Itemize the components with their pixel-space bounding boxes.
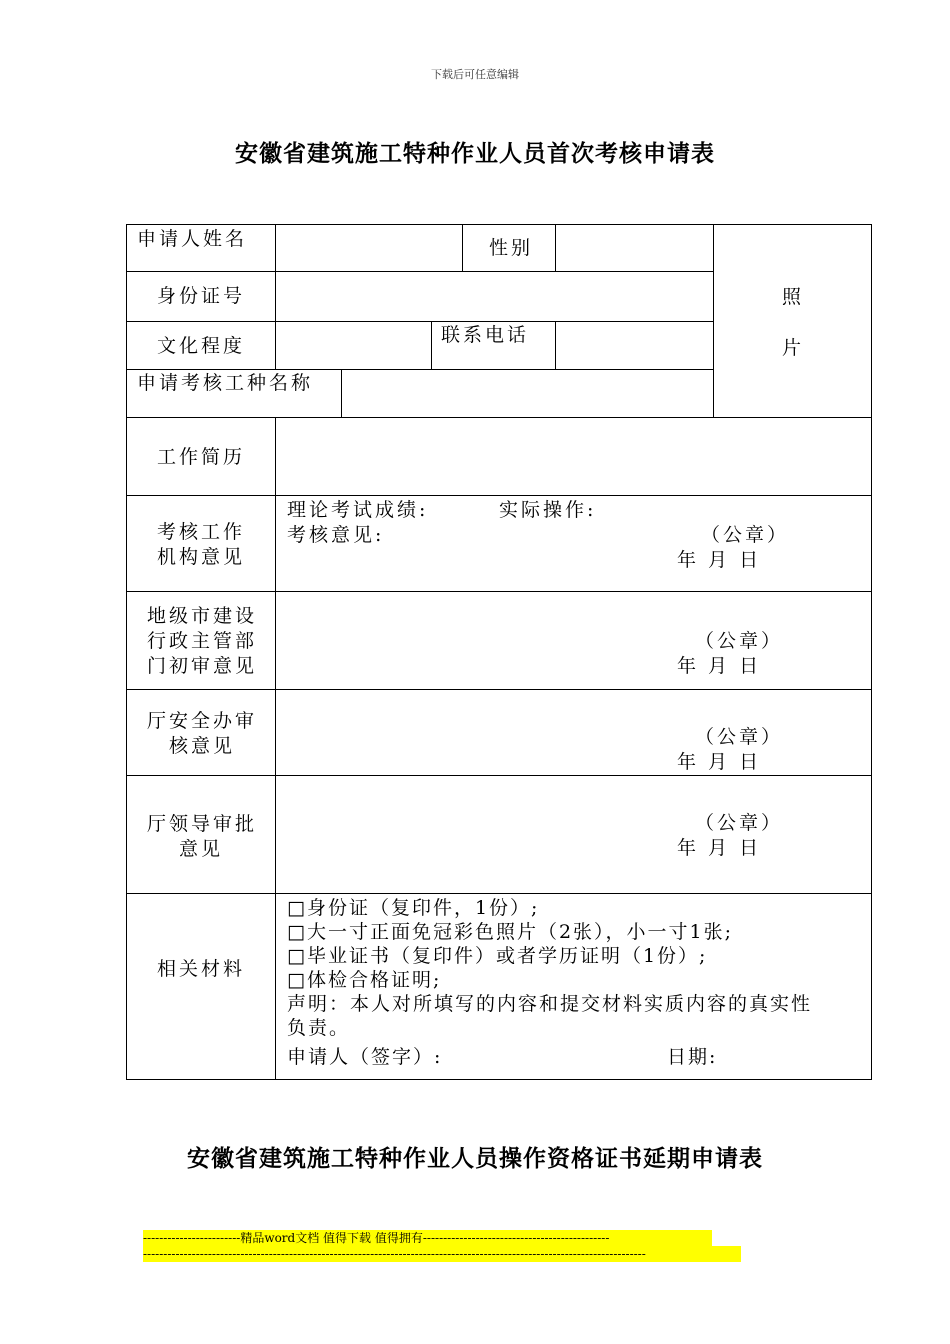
- leadership-label-2: 意见: [179, 838, 224, 860]
- date-label: 年 月 日: [677, 549, 762, 571]
- assessment-label-2: 机构意见: [157, 546, 246, 568]
- date-field-label: 日期:: [667, 1046, 718, 1068]
- theory-score-label: 理论考试成绩:: [287, 499, 429, 521]
- safety-office-label-1: 厅安全办审: [147, 710, 258, 732]
- job-type-label: 申请考核工种名称: [137, 372, 314, 394]
- seal-label: （公章）: [695, 726, 784, 748]
- city-review-label-1: 地级市建设: [147, 605, 258, 627]
- row-divider: [127, 775, 871, 776]
- row-divider: [127, 495, 871, 496]
- id-field[interactable]: [277, 273, 711, 319]
- photo-label-1: 照: [782, 286, 805, 308]
- footer-banner-line: ----------------------------------------------------------------------------------------------------------------------------: [143, 1246, 741, 1262]
- education-label: 文化程度: [157, 335, 246, 357]
- col-divider: [275, 417, 276, 1079]
- resume-field[interactable]: [277, 419, 869, 493]
- row-divider: [127, 271, 713, 272]
- material-item-photos[interactable]: □大一寸正面免冠彩色照片（2张），小一寸1张;: [287, 921, 734, 943]
- col-divider: [275, 225, 276, 369]
- safety-office-label-2: 核意见: [169, 735, 236, 757]
- material-item-diploma[interactable]: □毕业证书（复印件）或者学历证明（1份）;: [287, 945, 708, 967]
- row-divider: [127, 591, 871, 592]
- date-label: 年 月 日: [677, 751, 762, 773]
- id-label: 身份证号: [157, 285, 246, 307]
- col-divider: [431, 321, 432, 369]
- footer-banner: ------------------------精品word文档 值得下载 值得拥有----------------------------------------------: [143, 1230, 712, 1246]
- practical-label: 实际操作:: [499, 499, 597, 521]
- col-divider: [341, 369, 342, 417]
- date-label: 年 月 日: [677, 837, 762, 859]
- declaration-line-1: 声明：本人对所填写的内容和提交材料实质内容的真实性: [287, 993, 813, 1015]
- row-divider: [127, 417, 871, 418]
- job-type-field[interactable]: [343, 371, 711, 415]
- seal-label: （公章）: [695, 630, 784, 652]
- row-divider: [127, 893, 871, 894]
- second-form-title: 安徽省建筑施工特种作业人员操作资格证书延期申请表: [187, 1145, 763, 1172]
- header-note: 下载后可任意编辑: [431, 68, 519, 81]
- opinion-label: 考核意见:: [287, 524, 385, 546]
- phone-field[interactable]: [557, 323, 711, 367]
- resume-label: 工作简历: [157, 446, 246, 468]
- page-title: 安徽省建筑施工特种作业人员首次考核申请表: [235, 140, 715, 167]
- row-divider: [127, 369, 713, 370]
- city-review-label-3: 门初审意见: [147, 655, 258, 677]
- col-divider: [462, 225, 463, 271]
- name-label: 申请人姓名: [137, 228, 248, 250]
- col-divider: [713, 225, 714, 417]
- city-review-label-2: 行政主管部: [147, 630, 258, 652]
- gender-field[interactable]: [557, 227, 711, 269]
- signature-label: 申请人（签字）:: [287, 1046, 443, 1068]
- material-item-id-copy[interactable]: □身份证（复印件，1份）;: [287, 897, 540, 919]
- row-divider: [127, 689, 871, 690]
- photo-label-2: 片: [782, 337, 805, 359]
- seal-label: （公章）: [695, 812, 784, 834]
- education-field[interactable]: [277, 323, 429, 367]
- phone-label: 联系电话: [441, 324, 530, 346]
- material-item-health-cert[interactable]: □体检合格证明;: [287, 969, 442, 991]
- seal-label: （公章）: [701, 524, 790, 546]
- col-divider: [555, 225, 556, 271]
- leadership-label-1: 厅领导审批: [147, 813, 258, 835]
- application-form-table: [126, 224, 872, 1080]
- materials-label: 相关材料: [157, 958, 246, 980]
- date-label: 年 月 日: [677, 655, 762, 677]
- declaration-line-2: 负责。: [287, 1017, 351, 1039]
- gender-label: 性别: [489, 237, 534, 259]
- row-divider: [127, 321, 713, 322]
- col-divider: [555, 321, 556, 369]
- assessment-label-1: 考核工作: [157, 521, 246, 543]
- name-field[interactable]: [277, 227, 461, 269]
